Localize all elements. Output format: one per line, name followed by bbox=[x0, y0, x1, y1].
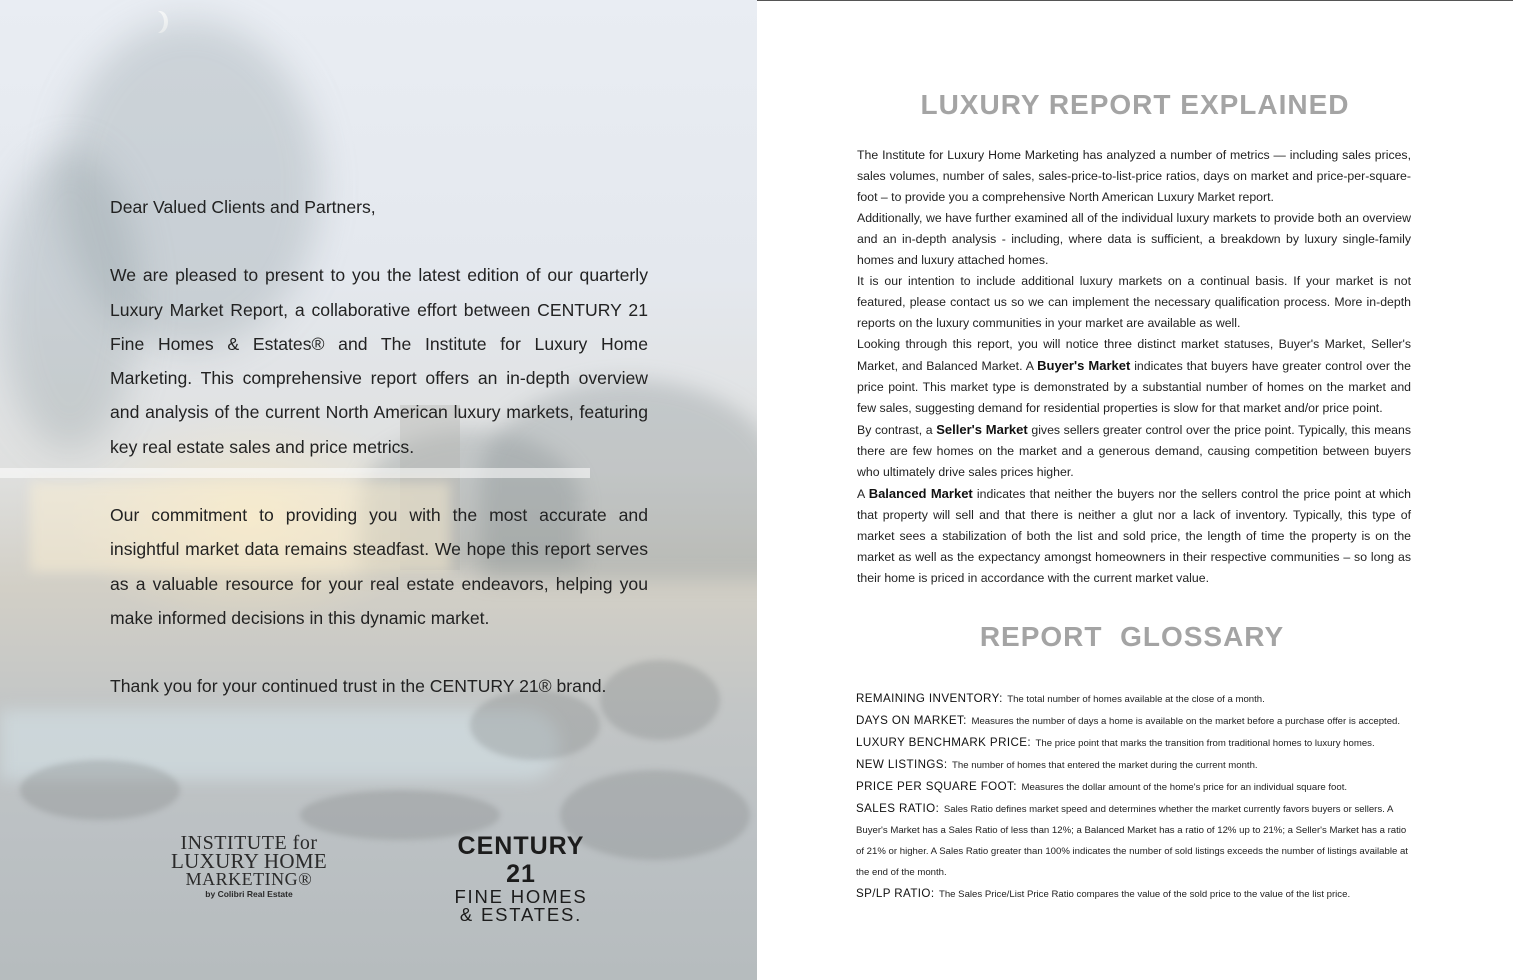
term-buyers-market: Buyer's Market bbox=[1037, 358, 1131, 373]
glossary-item bbox=[856, 883, 1416, 905]
explained-paragraph: Additionally, we have further examined all of the individual luxury markets to provide both an overview and an in-depth analysis - including, where data is sufficient, a breakdown by luxury single-family homes and luxury attached homes. bbox=[857, 211, 1411, 267]
explained-title: LUXURY REPORT EXPLAINED bbox=[920, 89, 1350, 120]
text-run: By contrast, a bbox=[857, 423, 937, 437]
term-sellers-market: Seller's Market bbox=[936, 422, 1028, 437]
glossary-definition: The Sales Price/List Price Ratio compares the value of the sold price to the value of the list price. bbox=[938, 889, 1351, 900]
glossary-item bbox=[856, 754, 1416, 776]
glossary-term: DAYS ON MARKET: bbox=[856, 714, 967, 727]
glossary-item bbox=[856, 732, 1416, 754]
c21-logo-line: FINE HOMES bbox=[454, 886, 588, 907]
letter-paragraph: Our commitment to providing you with the most accurate and insightful market data remains steadfast. We hope this report serves as a valuable resource for your real estate endeavors, helping you make informed decisions in this dynamic market. bbox=[110, 505, 648, 628]
glossary-term: REMAINING INVENTORY: bbox=[856, 692, 1003, 705]
text-run: indicates that neither the buyers nor the sellers control the price point at which that property will sell and that there is neither a glut nor a lack of inventory. Typically, this type of market sees a stabilization of both the list and sold price, the length of time the property is on the market as well as the expectancy amongst homeowners in their respective communities – so long as their home is priced in accordance with the current market value. bbox=[857, 487, 1411, 585]
glossary-definition: Measures the dollar amount of the home's price for an individual square foot. bbox=[1021, 782, 1348, 793]
ilhm-logo-line: MARKETING® bbox=[185, 869, 313, 889]
text-run: indicates that buyers have greater control over the price point. This market type is demonstrated by a substantial number of homes on the market and few sales, suggesting demand for residential properties is slow for that market and/or price point. bbox=[857, 359, 1411, 415]
glossary-term: LUXURY BENCHMARK PRICE: bbox=[856, 736, 1031, 749]
ilhm-logo-line: by Colibri Real Estate bbox=[205, 889, 293, 899]
glossary-definition: Measures the number of days a home is available on the market before a purchase offer is accepted. bbox=[971, 716, 1401, 727]
text-run: A bbox=[857, 487, 869, 501]
text-run: Looking through this report, you will notice three distinct market statuses, Buyer's Market, Seller's Market, and Balanced Market. A bbox=[857, 337, 1411, 373]
explained-paragraph bbox=[857, 334, 1411, 419]
letter-paragraph: We are pleased to present to you the latest edition of our quarterly Luxury Market Report, a collaborative effort between CENTURY 21 Fine Homes & Estates® and The Institute for Luxury Home Marketing. This comprehensive report offers an in-depth overview and analysis of the current North American luxury markets, featuring key real estate sales and price metrics. bbox=[110, 265, 648, 457]
right-page bbox=[757, 0, 1513, 980]
explained-paragraph bbox=[857, 419, 1411, 483]
explained-body bbox=[857, 145, 1411, 589]
century21-logo bbox=[441, 832, 601, 924]
ilhm-logo-line: LUXURY HOME bbox=[171, 849, 327, 873]
term-balanced-market: Balanced Market bbox=[868, 486, 973, 501]
glossary-term: PRICE PER SQUARE FOOT: bbox=[856, 780, 1017, 793]
glossary-list bbox=[856, 688, 1416, 905]
glossary-item bbox=[856, 776, 1416, 798]
glossary-term: NEW LISTINGS: bbox=[856, 758, 948, 771]
letter-closing: Thank you for your continued trust in the CENTURY 21® brand. bbox=[110, 676, 607, 697]
glossary-term: SALES RATIO: bbox=[856, 802, 940, 815]
c21-logo-line: & ESTATES. bbox=[459, 904, 583, 925]
letter bbox=[110, 190, 648, 738]
glossary-item bbox=[856, 710, 1416, 732]
ilhm-logo-line: INSTITUTE for bbox=[180, 832, 318, 854]
explained-paragraph: It is our intention to include additional luxury markets on a continual basis. If your market is not featured, please contact us so we can implement the necessary qualification process. More in-depth reports on the luxury communities in your market are available as well. bbox=[857, 274, 1411, 330]
glossary-definition: The number of homes that entered the market during the current month. bbox=[952, 760, 1258, 771]
explained-paragraph bbox=[857, 483, 1411, 589]
c21-logo-line: CENTURY 21 bbox=[457, 832, 585, 888]
ilhm-logo bbox=[162, 834, 336, 900]
glossary-item bbox=[856, 688, 1416, 710]
text-run: gives sellers greater control over the price point. Typically, this means there are few homes on the market and a generous demand, causing competition between buyers who ultimately drive sales prices higher. bbox=[857, 423, 1411, 479]
glossary-term: SP/LP RATIO: bbox=[856, 887, 935, 900]
explained-paragraph: The Institute for Luxury Home Marketing has analyzed a number of metrics — including sales prices, sales volumes, number of sales, sales-price-to-list-price ratios, days on market and price-per-square-foot – to provide you a comprehensive North American Luxury Market report. bbox=[857, 148, 1411, 204]
glossary-item bbox=[856, 798, 1416, 883]
glossary-definition: Sales Ratio defines market speed and determines whether the market currently favors buyers or sellers. A Buyer's Market has a Sales Ratio of less than 12%; a Balanced Market has a ratio of 12% up to 21%; a Seller's Market has a ratio of 21% or higher. A Sales Ratio greater than 100% indicates the number of sold listings exceeds the number of listings available at the end of the month. bbox=[856, 804, 1408, 878]
glossary-title: REPORT GLOSSARY bbox=[979, 621, 1285, 652]
glossary-definition: The price point that marks the transition from traditional homes to luxury homes. bbox=[1035, 738, 1375, 749]
glossary-definition: The total number of homes available at the close of a month. bbox=[1007, 694, 1265, 705]
letter-greeting: Dear Valued Clients and Partners, bbox=[110, 197, 376, 217]
